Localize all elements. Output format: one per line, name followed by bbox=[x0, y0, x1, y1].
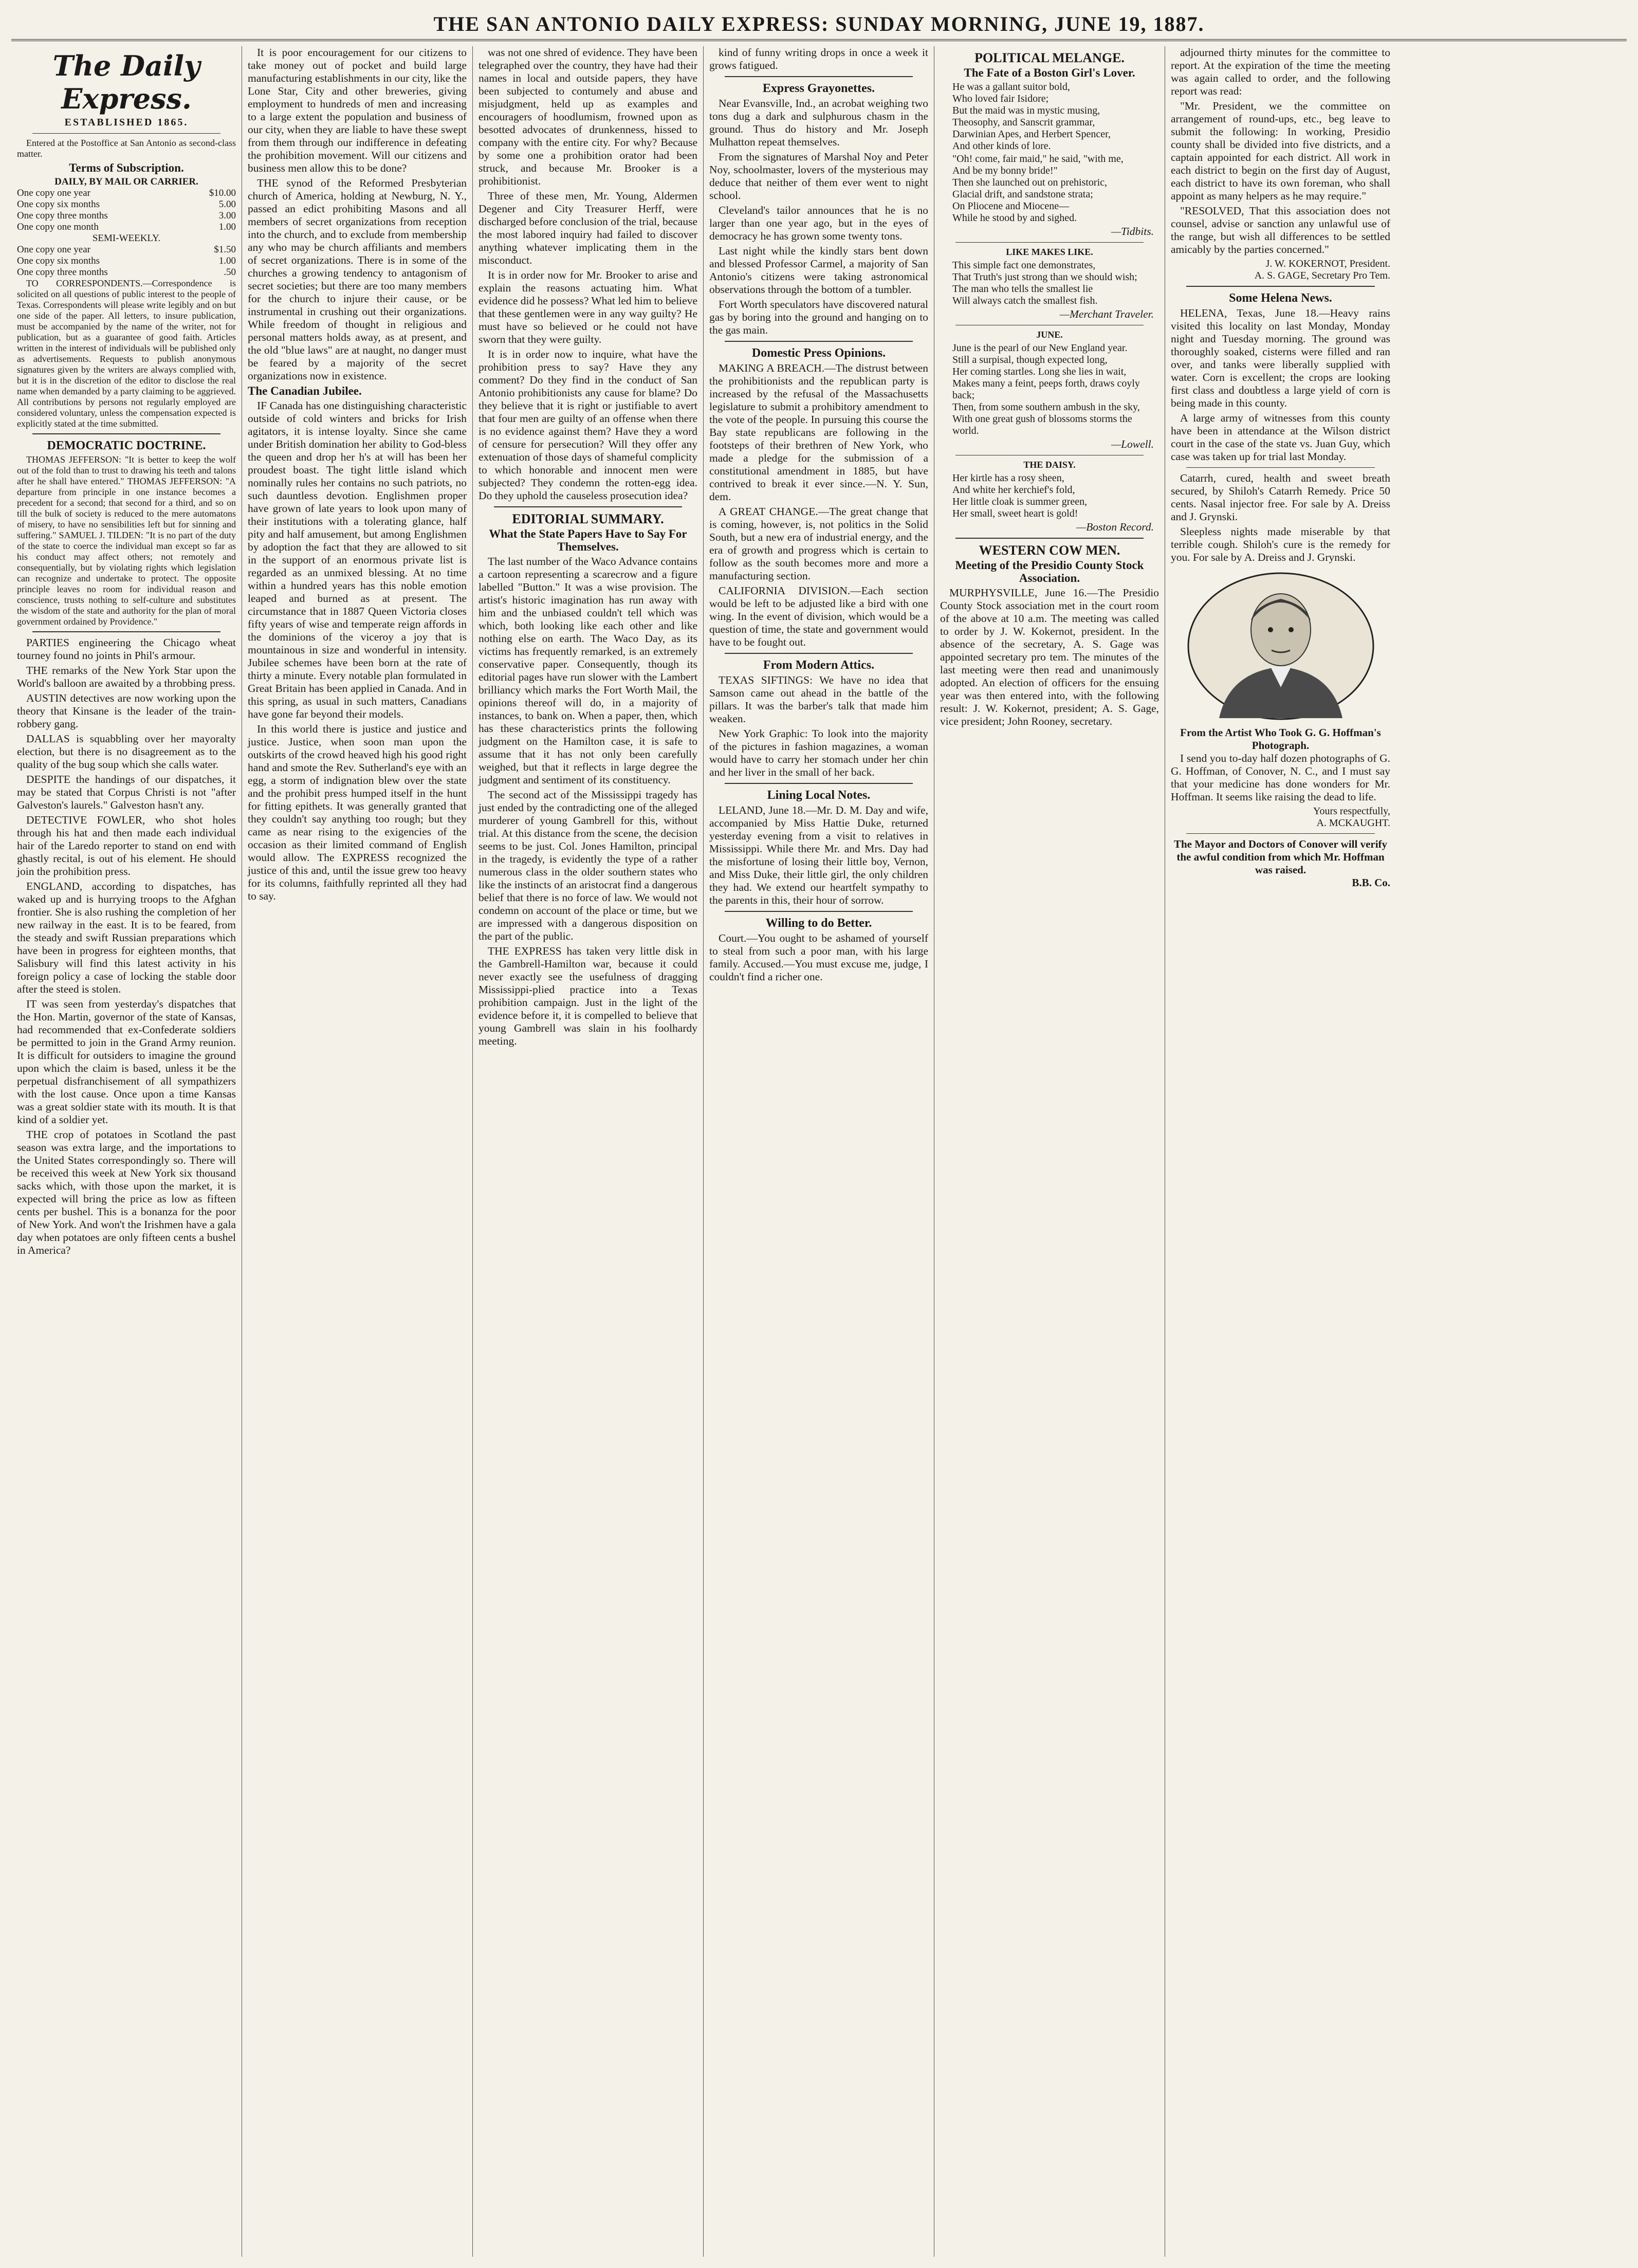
rate-row: One copy one year $1.50 bbox=[17, 244, 236, 255]
democratic-doctrine-body: THOMAS JEFFERSON: "It is better to keep the wolf out of the fold than to trust to drawing his teeth and talons after he shall have entered." THOMAS JEFFERSON: "A departure from principle in one instance becomes a precedent for a second; that second for a third, and so on till the bulk of society is reduced to the mere automatons of misery, to have no sensibilities left but for sinning and suffering." SAMUEL J. TILDEN: "It is no part of the duty of the state to coerce the individual man except so far as his conduct may affect others; not remotely and consequentially, but by violating rights which legislation can recognize and undertake to protect. The opposite principle leaves no room for individual reason and conscience, trusts nothing to self-culture and substitutes the wisdom of the state and authority for the plan of moral government ordained by Providence." bbox=[17, 454, 236, 627]
attribution: —Lowell. bbox=[1111, 438, 1154, 450]
western-cow-men-subtitle: Meeting of the Presidio County Stock Association. bbox=[955, 559, 1144, 584]
editorial-summary-title: EDITORIAL SUMMARY. bbox=[512, 511, 664, 526]
paragraph-item: ENGLAND, according to dispatches, has waked up and is hurrying troops to the Afghan frontier. She is also rushing the completion of her new railway in the east. It is to be feared, from the steady and swift Russian preparations which have been in progress for eighteen months, that Salisbury will find this latest activity in his foreign policy a case of locking the stable door after the steed is stolen. bbox=[17, 880, 236, 995]
editorial-body: The last number of the Waco Advance contains a cartoon representing a scarecrow and a figure labelled "Button." It was a wise provision. The artist's historic imagination has run away with him and the unbiased couldn't tell which was which, both looking like each other and like nothing else on earth. The Waco Day, as its victims has frequently remarked, is an extremely conservative paper. Consequently, though its editorial pages have run slower with the Lambert brilliancy which marks the Fort Worth Mail, the opinions thereof will do, in a majority of instances, to bank on. When a paper, then, which has these characteristics prints the following judgment on the Hamilton case, it is safe to assume that it has not only been carefully weighed, but that it reflects in large degree the judgment and sentiment of its constituency. bbox=[478, 555, 697, 786]
press-opinion: MAKING A BREACH.—The distrust between the prohibitionists and the republican party is increased by the refusal of the Massachusetts legislature to submit a prohibitory amendment to the vote of the people. In pursuing this course the Bay state republicans are following in the footsteps of their brethren of New York, who made a pledge for the submission of a constitutional amendment in 1885, but have contrived to break it ever since.—N. Y. Sun, dem. bbox=[709, 362, 928, 503]
column-4 bbox=[704, 46, 934, 2257]
committee-report: "Mr. President, we the committee on arrangement of round-ups, etc., beg leave to submit the following: In working, Presidio county shall be divided into five districts, and a captain appointed for each district. All work in each district to begin on the first day of August, each district to have its own foreman, who shall appoint as many helpers as he may require." bbox=[1171, 100, 1390, 202]
verse: Her kirtle has a rosy sheen, And white her kerchief's fold, Her little cloak is summer green, Her small, sweet heart is gold! bbox=[952, 472, 1088, 519]
editorial-body: THE EXPRESS has taken very little disk in the Gambrell-Hamilton war, because it could never exactly see the usefulness of dragging Mississippi-plied practice into a Texas prohibition campaign. Just in the light of the evidence before it, it is compelled to believe that young Gambrell was slain in his foolhardy meeting. bbox=[478, 945, 697, 1047]
democratic-doctrine-title: DEMOCRATIC DOCTRINE. bbox=[47, 439, 206, 452]
paragraph: It is in order now for Mr. Brooker to arise and explain the reasons actuating him. What evidence did he possess? What led him to believe that these gentlemen were in any way guilty? He must have so believed or he could not have sworn that they were guilty. bbox=[478, 269, 697, 345]
paragraph-item: AUSTIN detectives are now working upon the theory that Kinsane is the leader of the train-robbery gang. bbox=[17, 692, 236, 730]
paragraph-item: THE crop of potatoes in Scotland the past season was extra large, and the importations to the United States correspondingly so. There will be received this week at New York six thousand sacks which, with those upon the market, it is expected will bring the price as low as fifteen cents per bushel. This is a bonanza for the poor of New York. And won't the Irishmen have a gala day when potatoes are only fifteen cents a bushel in America? bbox=[17, 1128, 236, 1256]
resolution: "RESOLVED, That this association does not counsel, advise or sanction any unlawful use of the range, but wish all differences to be settled amicably by the parties concerned." bbox=[1171, 205, 1390, 255]
closing-notice: The Mayor and Doctors of Conover will verify the awful condition from which Mr. Hoffman was raised. bbox=[1173, 838, 1388, 876]
editorial-summary-subtitle: What the State Papers Have to Say For Themselves. bbox=[489, 527, 687, 553]
verse: "Oh! come, fair maid," he said, "with me, And be my bonny bride!" Then she launched out on prehistoric, Glacial drift, and sandstone strata; On Pliocene and Miocene— While he stood by and sighed. bbox=[952, 153, 1124, 224]
attribution: —Tidbits. bbox=[1111, 225, 1154, 237]
portrait-image bbox=[1171, 569, 1390, 723]
grayonette: From the signatures of Marshal Noy and Peter Noy, schoolmaster, lovers of the mysterious may deduce that neither of them ever went to night school. bbox=[709, 151, 928, 202]
paragraph: Three of these men, Mr. Young, Aldermen Degener and City Treasurer Herff, were discharged before conclusion of the trial, because the most labored inquiry had failed to discover anything whatever implicating them in the misconduct. bbox=[478, 190, 697, 266]
attribution: —Merchant Traveler. bbox=[1059, 308, 1154, 320]
paragraph-item: DESPITE the handings of our dispatches, it may be stated that Corpus Christi is not "after Galveston's laurels." Galveston hasn't any. bbox=[17, 773, 236, 811]
column-6 bbox=[1165, 46, 1396, 2257]
rate-row: One copy three months .50 bbox=[17, 267, 236, 278]
verse: He was a gallant suitor bold, Who loved fair Isidore; But the maid was in mystic musing, Theosophy, and Sanscrit grammar, Darwinian Apes, and Herbert Spencer, And other kinds of lore. bbox=[952, 81, 1111, 152]
column-2 bbox=[242, 46, 473, 2257]
advertisement: Catarrh, cured, health and sweet breath secured, by Shiloh's Catarrh Remedy. Price 50 cents. Nasal injector free. For sale by A. Dreiss and J. Grynski. bbox=[1171, 472, 1390, 523]
grayonettes-title: Express Grayonettes. bbox=[762, 82, 875, 95]
columns bbox=[11, 46, 1627, 2257]
helena-news-title: Some Helena News. bbox=[1229, 291, 1332, 305]
grayonette: Last night while the kindly stars bent down and blessed Professor Carmel, a majority of San Antonio's citizens were taking astronomical observations through the bottom of a tumbler. bbox=[709, 245, 928, 296]
rate-row: One copy six months 5.00 bbox=[17, 199, 236, 210]
rate-row: One copy six months 1.00 bbox=[17, 255, 236, 266]
political-melange-subtitle: The Fate of a Boston Girl's Lover. bbox=[964, 66, 1135, 79]
western-cow-men-title: WESTERN COW MEN. bbox=[979, 543, 1120, 558]
helena-news: A large army of witnesses from this county have been in attendance at the Wilson district court in the case of the state vs. Juan Guy, which case was taken up for trial last Monday. bbox=[1171, 412, 1390, 463]
domestic-press-title: Domestic Press Opinions. bbox=[751, 346, 886, 360]
rates-table bbox=[17, 176, 236, 278]
editorial-body: The second act of the Mississippi tragedy has just ended by the contradicting one of the alleged murderer of young Gambrell for this, without trial. At this distance from the scene, the decision seems to be just. Col. Jones Hamilton, principal in the tragedy, is evidently the type of a rather numerous class in the older southern states who like the instincts of an aristocrat find a dangerous belief that there is no force of law. We would not condemn on account of the place or time, but we are impressed with a dangerous disposition on the part of the public. bbox=[478, 789, 697, 942]
poem-title: THE DAISY. bbox=[1023, 460, 1076, 470]
attic-item: TEXAS SIFTINGS: We have no idea that Samson came out ahead in the battle of the pillars. It was the barber's talk that made him weaken. bbox=[709, 674, 928, 725]
paragraph: was not one shred of evidence. They have been telegraphed over the country, they have had their names in local and outside papers, they have been subjected to contumely and abuse and misjudgment, held up as examples and encouragers of hoodlumism, frowned upon as besotted advocates of drunkenness, hissed to company with the entire city. For why? Because by some one a prohibition orator had been struck, and because Mr. Brooker is a prohibitionist. bbox=[478, 46, 697, 187]
paragraph-item: THE remarks of the New York Star upon the World's balloon are awaited by a throbbing press. bbox=[17, 664, 236, 689]
press-opinion: A GREAT CHANGE.—The great change that is coming, however, is, not politics in the Solid South, but a new era of industrial energy, and the era of growth and progress which is certain to follow as the south becomes more and more a manufacturing section. bbox=[709, 505, 928, 582]
willing-body: Court.—You ought to be ashamed of yourself to steal from such a poor man, with his large family. Accused.—You must excuse me, judge, I couldn't find a richer one. bbox=[709, 932, 928, 983]
helena-news: HELENA, Texas, June 18.—Heavy rains visited this locality on last Monday, Monday night and Tuesday morning. The ground was thoroughly soaked, cisterns were filled and ran over, and tanks were liberally supplied with water. Corn is excellent; the crops are looking first class and doubtless a large yield of corn is being made in this county. bbox=[1171, 307, 1390, 409]
portrait-engraving bbox=[1183, 569, 1378, 723]
terms-title: Terms of Subscription. bbox=[69, 161, 184, 174]
rate-row: One copy one year $10.00 bbox=[17, 188, 236, 198]
verse: June is the pearl of our New England year. Still a surpisal, though expected long, Her coming startles. Long she lies in wait, Makes many a feint, peeps forth, draws coyly back; Then, from some southern ambush in the sky, With one great gush of blossoms storms the world. bbox=[952, 342, 1140, 436]
testimonial: I send you to-day half dozen photographs of G. G. Hoffman, of Conover, N. C., and I must say that your medicine has done wonders for Mr. Hoffman. It seems like raising the dead to life. bbox=[1171, 752, 1390, 803]
modern-attics-title: From Modern Attics. bbox=[763, 659, 875, 672]
jubilee-heading: The Canadian Jubilee. bbox=[248, 385, 362, 397]
correspondents-notice: TO CORRESPONDENTS.—Correspondence is solicited on all questions of public interest to the people of Texas. Correspondents will please write legibly and on but one side of the paper. All letters, to insure publication, must be accompanied by the name of the writer, not for publication, but as a guarantee of good faith. Articles written in the interest of individuals will be published only as advertisements. Requests to publish anonymous signatures given by the writers are always complied with, but it is in the discretion of the editor to disclose the real name when demanded by a party claiming to be aggrieved. All contributions by persons not regularly employed are considered voluntary, unless the compensation expected is explicitly stated at the time submitted. bbox=[17, 278, 236, 429]
established-line: ESTABLISHED 1865. bbox=[64, 117, 189, 128]
rates-head: DAILY, BY MAIL OR CARRIER. bbox=[54, 176, 198, 187]
verse: This simple fact one demonstrates, That Truth's just strong than we should wish; The man who tells the smallest lie Will always catch the smallest fish. bbox=[952, 260, 1137, 306]
paragraph-item: DALLAS is squabbling over her mayoralty election, but there is no disagreement as to the quality of the bug soup which she calls water. bbox=[17, 733, 236, 771]
willing-title: Willing to do Better. bbox=[765, 917, 872, 930]
paragraph: kind of funny writing drops in once a week it grows fatigued. bbox=[709, 46, 928, 71]
grayonette: Cleveland's tailor announces that he is no larger than one year ago, but in the eyes of democracy he has grown some twenty tons. bbox=[709, 204, 928, 242]
paragraph: THE synod of the Reformed Presbyterian church of America, holding at Newburg, N. Y., passed an edict prohibiting Masons and all members of secret organizations from reception into the church, and to exclude from membership any who may be church affiliants and members of secret organizations. There is in some of the churches a growing tendency to antagonism of secret societies; but there are too many members for the church to injure their cause, or be instrumental in crushing out their organizations. While freedom of thought in religious and personal matters holds away, as at present, and the old "blue laws" are at naught, no danger must be feared by a majority of the secret organizations now in existence. bbox=[248, 177, 467, 382]
local-note: LELAND, June 18.—Mr. D. M. Day and wife, accompanied by Miss Hattie Duke, returned yesterday evening from a visit to relatives in Mississippi. While there Mr. and Mrs. Day had the misfortune of losing their little boy, Vernon, and Miss Duke, their little girl, the only children they had. We extend our heartfelt sympathy to the parents in this, their hour of sorrow. bbox=[709, 804, 928, 906]
signature: J. W. KOKERNOT, President. A. S. GAGE, Secretary Pro Tem. bbox=[1254, 258, 1390, 281]
column-1 bbox=[11, 46, 242, 2257]
jubilee-article: IF Canada has one distinguishing characteristic outside of cold winters and bricks for Irish agitators, it is intense loyalty. Since she came under British domination her ability to God-bless the queen and drop her h's at will has been her proudest boast. The tight little island which nominally rules her contains no such patriots, no such dauntless devotion. Englishmen proper have grown of late years to look upon many of their institutions with a tolerating glance, half pity and half amusement, but among Englishmen by adoption the fact that they are allowed to sit in the support of an enormous private list is regarded as an unmixed blessing. At no time within a hundred years has this noble emotion leaped and burned as at present. The circumstance that in 1887 Queen Victoria closes fifty years of wise and temperate reign affords in the dominions of the viceroy a joy that is mountainous in size and wonderful in intensity. Jubilee schemes have been born at the rate of thirty a minute. Every notable plan formulated in Great Britain has been applied in Canada. And in this spring, as usual in such matters, Canadians have gone far beyond their models. bbox=[248, 399, 467, 720]
nameplate: The Daily Express. bbox=[52, 49, 200, 115]
attribution: —Boston Record. bbox=[1076, 521, 1154, 533]
column-5 bbox=[934, 46, 1165, 2257]
press-opinion: CALIFORNIA DIVISION.—Each section would be left to be adjusted like a bird with one wing. In the event of division, which would be a question of time, the state and government would have to be fought out. bbox=[709, 584, 928, 648]
poem-title: LIKE MAKES LIKE. bbox=[1006, 247, 1093, 257]
rate-row: One copy three months 3.00 bbox=[17, 210, 236, 221]
cow-men-article: MURPHYSVILLE, June 16.—The Presidio County Stock association met in the court room of the above at 10 a.m. The meeting was called to order by J. W. Kokernot, president. In the absence of the secretary, A. S. Gage was appointed secretary pro tem. The minutes of the last meeting were then read and unanimously adopted. An election of officers for the ensuing year was then entered into, with the following result: J. W. Kokernot, president; A. S. Gage, vice president; John Rooney, secretary. bbox=[940, 587, 1159, 727]
local-notes-title: Lining Local Notes. bbox=[767, 789, 871, 802]
portrait-caption: From the Artist Who Took G. G. Hoffman's Photograph. bbox=[1180, 726, 1381, 752]
advertisement: Sleepless nights made miserable by that terrible cough. Shiloh's cure is the remedy for you. For sale by A. Dreiss and J. Grynski. bbox=[1171, 525, 1390, 563]
grayonette: Fort Worth speculators have discovered natural gas by boring into the ground and hanging on to the gas main. bbox=[709, 298, 928, 336]
attic-item: New York Graphic: To look into the majority of the pictures in fashion magazines, a woman would have to carry her stomach under her chin and her liver in the small of her back. bbox=[709, 727, 928, 778]
grayonette: Near Evansville, Ind., an acrobat weighing two tons dug a dark and sulphurous chasm in the ground. Thus do history and Mr. Joseph Mulhatton repeat themselves. bbox=[709, 97, 928, 148]
rate-row: One copy one month 1.00 bbox=[17, 222, 236, 232]
paragraph: It is in order now to inquire, what have the prohibition press to say? Have they any comment? Do they find in the conduct of San Antonio prohibitionists any cause for blame? Do they believe that it is right or justifiable to avert that four men are guilty of an offense when there is no evidence against them? Have they a word of censure for persecution? Will they offer any extenuation of those days of shameful complicity to which honorable and innocent men were subjected? They condemn the rotten-egg idea. Do they uphold the causeless prosecution idea? bbox=[478, 348, 697, 502]
closing-signature: B.B. Co. bbox=[1352, 876, 1390, 889]
poem-title: JUNE. bbox=[1036, 330, 1063, 340]
political-melange-title: POLITICAL MELANGE. bbox=[974, 50, 1125, 65]
paragraph: adjourned thirty minutes for the committee to report. At the expiration of the time the meeting was again called to order, and the following report was read: bbox=[1171, 46, 1390, 97]
paragraph: It is poor encouragement for our citizens to take money out of pocket and build large manufacturing establishments in our city, like the Lone Star, City and other breweries, giving employment to hundreds of men and increasing to a large extent the population and business of our city, when they are liable to have these swept from them through our indifference in defeating the prohibition movement. Will our citizens and business men allow this to be done? bbox=[248, 46, 467, 174]
testimonial-signature: Yours respectfully, A. MCKAUGHT. bbox=[1313, 806, 1390, 829]
paragraph-item: IT was seen from yesterday's dispatches that the Hon. Martin, governor of the state of Kansas, had recommended that ex-Confederate soldiers be permitted to join in the Grand Army reunion. It is difficult for outsiders to imagine the ground upon which the claim is based, unless it be the perpetual disfranchisement of all sympathizers with the lost cause. Once upon a time Kansas was a great soldier state with its mouth. It is that kind of a soldier yet. bbox=[17, 998, 236, 1126]
entered-notice: Entered at the Postoffice at San Antonio as second-class matter. bbox=[17, 138, 236, 159]
justice-article: In this world there is justice and justice and justice. Justice, when soon man upon the outskirts of the crowd heaved high his good right hand and smote the Rev. Sutherland's eye with an egg, a storm of indignation blew over the state and the prohibit press humped itself in the hunt for fitting epithets. It was generally granted that they couldn't say anything too rough; but they came as near rising to the exigencies of the occasion as their limited command of English would allow. The EXPRESS recognized the justice of this and, until the issue grew too heavy for its columns, faithfully reprinted all they had to say. bbox=[248, 723, 467, 902]
column-3 bbox=[473, 46, 704, 2257]
paragraph-item: DETECTIVE FOWLER, who shot holes through his hat and then made each individual hair of the Laredo reporter to stand on end with ghastly recital, is out of his element. He should join the prohibition press. bbox=[17, 814, 236, 877]
paragraph-item: PARTIES engineering the Chicago wheat tourney found no joints in Phil's armour. bbox=[17, 636, 236, 662]
rate-row: SEMI-WEEKLY. bbox=[92, 233, 161, 244]
masthead: THE SAN ANTONIO DAILY EXPRESS: SUNDAY MORNING, JUNE 19, 1887. bbox=[11, 9, 1627, 41]
